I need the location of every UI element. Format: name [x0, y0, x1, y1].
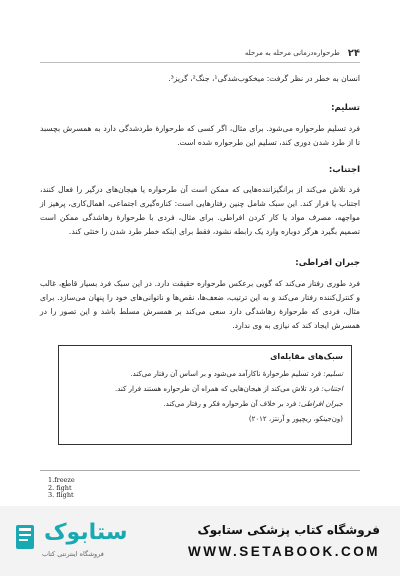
section-heading-overcompensation: جبران افراطی:: [295, 258, 360, 268]
intro-paragraph: انسان به خطر در نظر گرفت: میخکوب‌شدگی¹، جنگ²، گریز³.: [168, 74, 360, 83]
section-body-surrender: فرد تسلیم طرحواره می‌شود. برای مثال، اگر کسی که طرحوارۀ طردشدگی دارد به همسرش بچسبد تا از طرد شدن دوری کند، تسلیم این طرحواره شده است.: [40, 124, 360, 147]
box-line: [67, 367, 343, 382]
footnote: 1.freeze: [48, 476, 75, 484]
box-line-text: فرد تسلیم طرحوارۀ ناکارآمد می‌شود و بر اساس آن رفتار می‌کند.: [130, 370, 322, 378]
box-line: [67, 397, 343, 412]
store-logo[interactable]: [14, 518, 134, 564]
page-number: ۲۴: [347, 47, 360, 59]
box-line-lead: جبران افراطی:: [298, 400, 343, 408]
footnote: 3. flight: [48, 491, 74, 499]
logo-text: ستابوک: [44, 520, 128, 545]
header-rule: [40, 62, 360, 63]
book-icon: [14, 522, 38, 552]
box-line-text: فرد بر خلاف آن طرحواره فکر و رفتار می‌کند.: [163, 400, 297, 408]
store-name: فروشگاه کتاب پزشکی ستابوک: [197, 523, 380, 537]
box-line-lead: تسلیم:: [323, 370, 343, 378]
box-line-lead: اجتناب:: [321, 385, 343, 393]
store-banner: [0, 506, 400, 576]
footnotes: [48, 477, 75, 500]
running-title: طرحواره‌درمانی مرحله به مرحله: [244, 49, 340, 57]
logo-subtitle: فروشگاه اینترنتی کتاب: [42, 550, 104, 558]
running-head: [40, 46, 360, 60]
footnote-rule: [40, 470, 360, 471]
section-heading-surrender: تسلیم:: [331, 103, 360, 113]
coping-styles-box: [58, 345, 352, 445]
section-body-avoidance: فرد تلاش می‌کند از برانگیزاننده‌هایی که ممکن است آن طرحواره یا هیجان‌های درگیر را فعال کنند، اجتناب یا فرار کند. این سبک شامل چنین رفتارهایی است: کناره‌گیری اجتماعی، اهمال‌کاری، پرهیز از مواجهه، مصرف مواد یا کار کردن افراطی. برای مثال، فردی با طرحوارۀ رهاشدگی ممکن است تصمیم بگیرد هرگز دوباره وارد یک رابطه نشود، فقط برای اینکه خطر طرد شدن را ختثی کند.: [40, 185, 360, 236]
footnote: 2. fight: [48, 483, 72, 492]
box-line-text: فرد تلاش می‌کند از هیجان‌هایی که همراه آن طرحواره هستند فرار کند.: [115, 385, 320, 393]
section-heading-avoidance: اجتناب:: [328, 165, 360, 175]
section-body-overcompensation: فرد طوری رفتار می‌کند که گویی برعکس طرحواره حقیقت دارد. در این سبک فرد بسیار قاطع، غالب و کنترل‌کننده رفتار می‌کند و به این ترتیب، ضعف‌ها، نقص‌ها و ناتوانی‌های خود را پنهان می‌سازد. برای مثال، فردی که طرحوارۀ رهاشدگی دارد سعی می‌کند بر همسرش مسلط باشد و این تصور را در همسرش ایجاد کند که نیازی به وی ندارد.: [40, 279, 360, 330]
box-citation: (ون‌جینکو، ریچپور و آرنتز، ۲۰۱۲): [248, 415, 343, 423]
box-title: سبک‌های مقابله‌ای: [270, 352, 343, 361]
store-url-link[interactable]: WWW.SETABOOK.COM: [188, 544, 380, 559]
box-line: [67, 382, 343, 397]
